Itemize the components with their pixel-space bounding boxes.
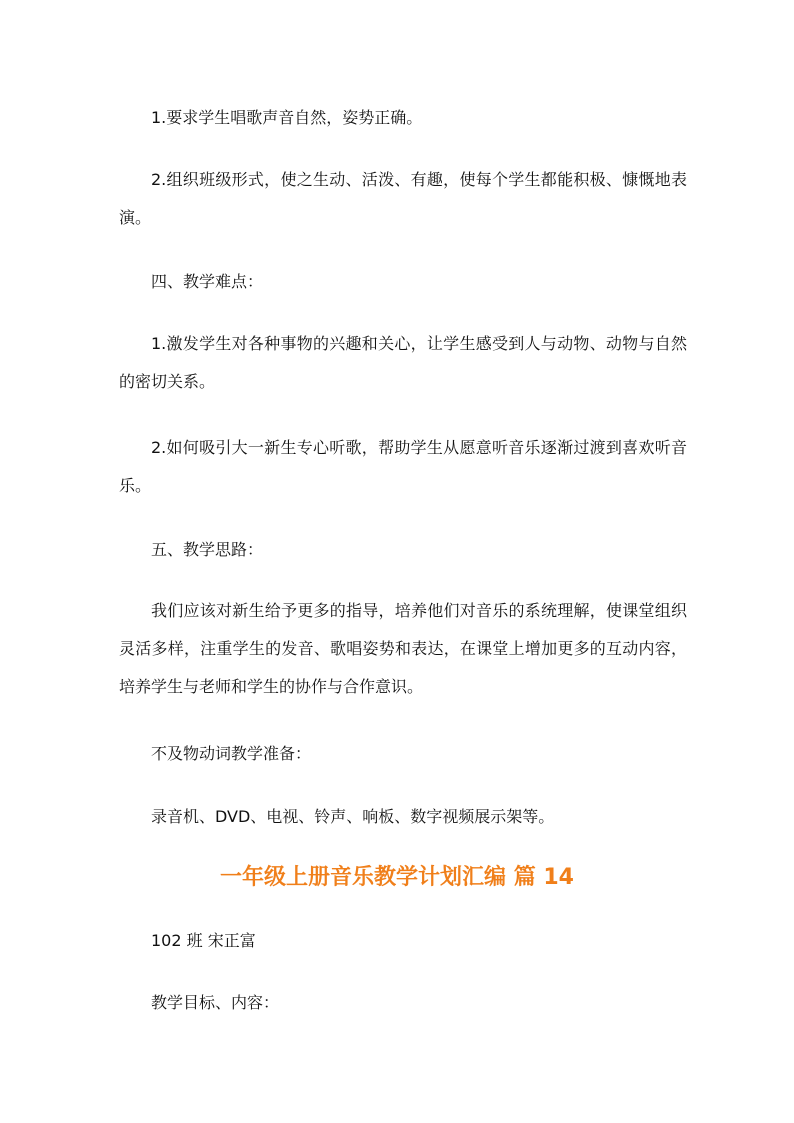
heading-teaching-approach: 五、教学思路：: [151, 540, 264, 559]
heading-teaching-goals: 教学目标、内容：: [151, 993, 280, 1012]
paragraph-equipment-list: 录音机、DVD、电视、铃声、响板、数字视频展示架等。: [151, 807, 555, 826]
paragraph-difficulty-1: 1.激发学生对各种事物的兴趣和关心，让学生感受到人与动物、动物与自然的密切关系。: [119, 334, 687, 391]
paragraph-teaching-approach: 我们应该对新生给予更多的指导，培养他们对音乐的系统理解，使课堂组织灵活多样，注重学生的发音、歌唱姿势和表达，在课堂上增加更多的互动内容，培养学生与老师和学生的协作与合作意识。: [119, 601, 687, 696]
paragraph-singing-requirement: 1.要求学生唱歌声音自然，姿势正确。: [151, 108, 423, 127]
class-teacher-line: 102 班 宋正富: [151, 931, 256, 950]
paragraph-class-organization: 2.组织班级形式，使之生动、活泼、有趣，使每个学生都能积极、慷慨地表演。: [119, 170, 687, 227]
paragraph-difficulty-2: 2.如何吸引大一新生专心听歌，帮助学生从愿意听音乐逐渐过渡到喜欢听音乐。: [119, 438, 687, 495]
heading-teaching-preparation: 不及物动词教学准备：: [151, 744, 312, 763]
heading-teaching-difficulties: 四、教学难点：: [151, 272, 264, 291]
section-heading: 一年级上册音乐教学计划汇编 篇 14: [220, 865, 574, 890]
